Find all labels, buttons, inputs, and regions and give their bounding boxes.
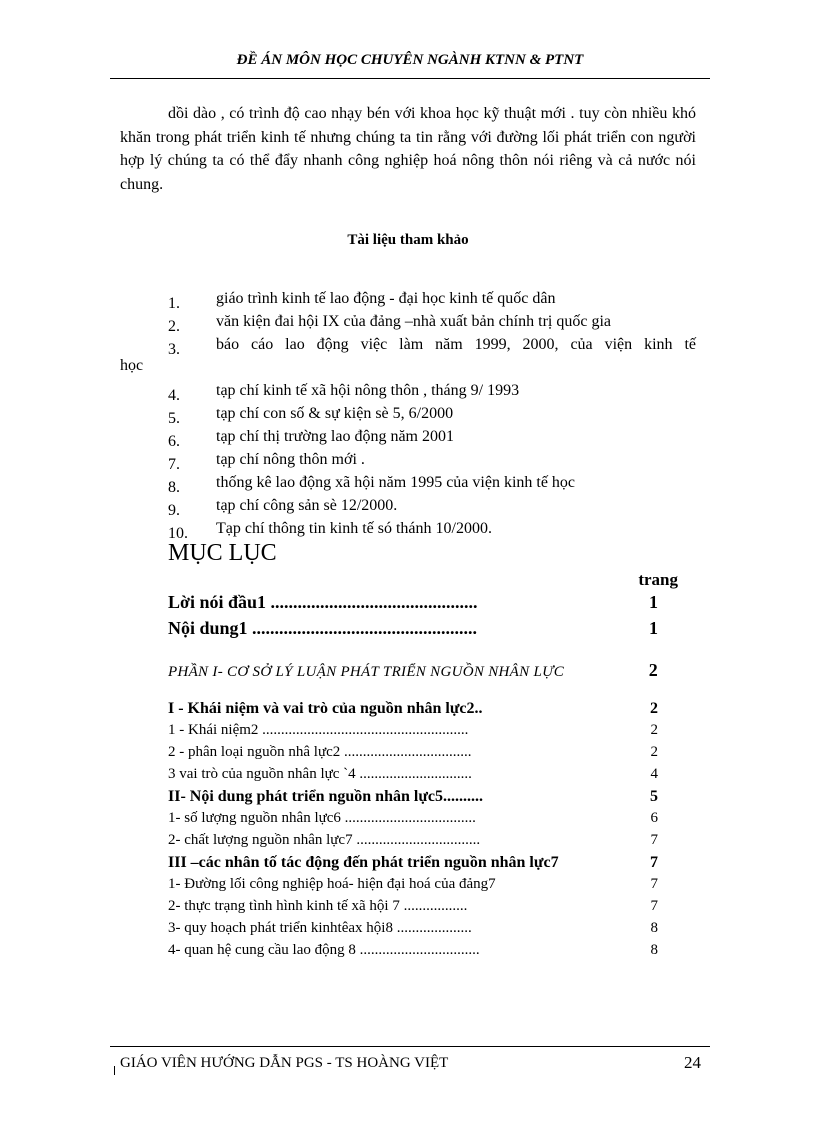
reference-item	[120, 382, 696, 405]
references-list	[120, 290, 696, 543]
toc-title: MỤC LỤC	[168, 540, 277, 566]
toc-entry-page: 2	[650, 722, 658, 738]
toc-subsection	[168, 920, 688, 942]
reference-item	[120, 336, 696, 382]
reference-item	[120, 451, 696, 474]
references-title: Tài liệu tham khảo	[347, 232, 469, 248]
toc-subsection	[168, 898, 688, 920]
toc-entry-page: 7	[650, 854, 658, 871]
reference-item	[120, 428, 696, 451]
reference-text: tạp chí thị trường lao động năm 2001	[216, 428, 454, 445]
toc-entry-title: III –các nhân tố tác động đến phát triển nguồn nhân lực7	[168, 854, 559, 871]
toc-entry-title: Lời nói đầu1 ..............................................	[168, 592, 478, 612]
header-title: ĐỀ ÁN MÔN HỌC CHUYÊN NGÀNH KTNN & PTNT	[236, 52, 584, 68]
reference-number: 1.	[168, 295, 180, 312]
footer-tick-mark	[114, 1066, 115, 1075]
toc-subsection	[168, 810, 688, 832]
reference-text: tạp chí nông thôn mới .	[216, 451, 365, 468]
toc-part-heading	[168, 660, 688, 690]
toc-entry-title: 3 vai trò của nguồn nhân lực `4 ..............................	[168, 766, 472, 782]
toc-entry-page: 6	[650, 810, 658, 826]
reference-text: giáo trình kinh tế lao động - đại học kinh tế quốc dân	[216, 290, 556, 307]
page-number: 24	[684, 1053, 701, 1072]
reference-item	[120, 497, 696, 520]
reference-number: 5.	[168, 410, 180, 427]
toc-entry-page: 4	[650, 766, 658, 782]
toc-entry-title: 1- số lượng nguồn nhân lực6 ...................................	[168, 810, 476, 826]
toc-entry-page: 2	[650, 700, 658, 717]
toc-entry-page: 2	[650, 744, 658, 760]
toc-subsection	[168, 942, 688, 964]
toc-entry-page: 1	[649, 618, 658, 638]
reference-number: 3.	[168, 341, 180, 358]
toc-entry-title: 4- quan hệ cung cầu lao động 8 ................................	[168, 942, 480, 958]
toc-subsection	[168, 832, 688, 854]
toc-entry-title: I - Khái niệm và vai trò của nguồn nhân lực2..	[168, 700, 483, 717]
reference-number: 9.	[168, 502, 180, 519]
toc-entry-title: Nội dung1 ..................................................	[168, 618, 478, 638]
toc-entry-title: 1 - Khái niệm2 .......................................................	[168, 722, 469, 738]
toc-entry-page: 2	[648, 660, 658, 680]
body-paragraph: dồi dào , có trình độ cao nhạy bén với khoa học kỹ thuật mới . tuy còn nhiều khó khăn trong phát triển kinh tế nhưng chúng ta tin rằng với đường lối phát triển con người hợp lý chúng ta có thể đẩy nhanh công nghiệp hoá nông thôn nói riêng và cả nước nói chung.	[120, 105, 696, 193]
toc-entry-page: 7	[650, 832, 658, 848]
reference-number: 4.	[168, 387, 180, 404]
reference-number: 8.	[168, 479, 180, 496]
reference-text-continuation: học	[120, 357, 144, 374]
reference-item	[120, 474, 696, 497]
toc-entry-page: 7	[650, 876, 658, 892]
toc-entry-title: 2 - phân loại nguồn nhâ lực2 ..................................	[168, 744, 472, 760]
reference-item	[120, 290, 696, 313]
toc-entry	[168, 618, 688, 644]
toc-entry-title: PHẦN I- CƠ SỞ LÝ LUẬN PHÁT TRIỂN NGUỒN NHÂN LỰC	[168, 664, 565, 680]
toc-entry-page: 5	[650, 788, 658, 805]
toc-entry	[168, 592, 688, 618]
reference-number: 7.	[168, 456, 180, 473]
toc-entry-title: 3- quy hoạch phát triển kinhtêax hội8 ....................	[168, 920, 472, 936]
toc-section	[168, 854, 688, 876]
toc-entry-title: 2- chất lượng nguồn nhân lực7 .................................	[168, 832, 481, 848]
toc-page-column-label: trang	[638, 570, 678, 589]
toc-subsection	[168, 876, 688, 898]
reference-number: 6.	[168, 433, 180, 450]
toc-entry-title: 1- Đường lối công nghiệp hoá- hiện đại hoá của đảng7	[168, 876, 496, 892]
toc-subsection	[168, 766, 688, 788]
reference-text: Tạp chí thông tin kinh tế só thánh 10/2000.	[216, 520, 492, 537]
toc-subsection	[168, 722, 688, 744]
toc-section	[168, 700, 688, 722]
table-of-contents	[168, 570, 688, 964]
reference-text: tạp chí kinh tế xã hội nông thôn , tháng 9/ 1993	[216, 382, 520, 399]
toc-entry-title: 2- thực trạng tình hình kinh tế xã hội 7 .................	[168, 898, 468, 914]
toc-subsection	[168, 744, 688, 766]
toc-entry-page: 1	[649, 592, 658, 612]
toc-entry-page: 8	[650, 920, 658, 936]
toc-section	[168, 788, 688, 810]
footer-divider	[110, 1046, 710, 1047]
reference-text: tạp chí con số & sự kiện sè 5, 6/2000	[216, 405, 454, 422]
reference-text: tạp chí công sản sè 12/2000.	[216, 497, 398, 514]
reference-text: văn kiện đai hội IX của đảng –nhà xuất bản chính trị quốc gia	[216, 313, 611, 330]
reference-number: 2.	[168, 318, 180, 335]
reference-number: 10.	[168, 525, 188, 542]
reference-text: thống kê lao động xã hội năm 1995 của viện kinh tế học	[216, 474, 576, 491]
footer-supervisor-text: GIÁO VIÊN HƯỚNG DẪN PGS - TS HOÀNG VIỆT	[120, 1055, 449, 1071]
reference-text: báo cáo lao động việc làm năm 1999, 2000, của viện kinh tế	[216, 336, 696, 353]
reference-item	[120, 405, 696, 428]
toc-entry-title: II- Nội dung phát triển nguồn nhân lực5..........	[168, 788, 484, 805]
toc-entry-page: 7	[650, 898, 658, 914]
header-divider	[110, 78, 710, 79]
reference-item	[120, 313, 696, 336]
toc-entry-page: 8	[650, 942, 658, 958]
